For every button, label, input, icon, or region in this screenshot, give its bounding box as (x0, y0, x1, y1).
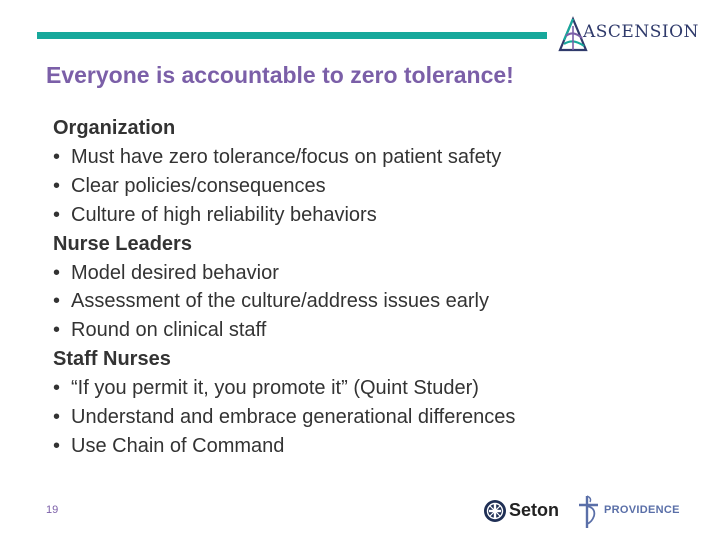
bullet-icon: • (53, 290, 61, 313)
header-accent-bar (37, 32, 547, 39)
providence-logo (574, 494, 686, 532)
bullet-icon: • (53, 203, 61, 226)
bullet-icon: • (53, 261, 61, 284)
ascension-logo (556, 16, 699, 56)
ascension-logo-text: ASCENSION (583, 22, 699, 42)
list-item: • Must have zero tolerance/focus on patient safety (53, 143, 693, 172)
bullet-icon: • (53, 406, 61, 429)
list-item: • Round on clinical staff (53, 316, 693, 345)
seton-emblem-icon (483, 499, 507, 523)
providence-logo-text: PROVIDENCE (604, 504, 680, 516)
list-item: • Assessment of the culture/address issues early (53, 287, 693, 316)
list-item: • Culture of high reliability behaviors (53, 201, 693, 230)
bullet-icon: • (53, 377, 61, 400)
list-item: • Clear policies/consequences (53, 172, 693, 201)
slide-title: Everyone is accountable to zero tolerance! (46, 62, 514, 88)
list-item: • Use Chain of Command (53, 432, 693, 461)
list-item: • “If you permit it, you promote it” (Quint Studer) (53, 374, 693, 403)
seton-logo-text: Seton (509, 500, 560, 520)
providence-cross-icon (574, 494, 604, 530)
page-number: 19 (46, 504, 59, 516)
slide-body (53, 114, 693, 461)
bullet-icon: • (53, 319, 61, 342)
section-heading-organization: Organization (53, 117, 176, 139)
bullet-icon: • (53, 145, 61, 168)
list-item: • Model desired behavior (53, 259, 693, 288)
bullet-icon: • (53, 174, 61, 197)
section-heading-staff-nurses: Staff Nurses (53, 348, 171, 371)
seton-logo (483, 499, 565, 525)
section-heading-nurse-leaders: Nurse Leaders (53, 232, 192, 255)
bullet-icon: • (53, 434, 61, 457)
list-item: • Understand and embrace generational differences (53, 403, 693, 432)
